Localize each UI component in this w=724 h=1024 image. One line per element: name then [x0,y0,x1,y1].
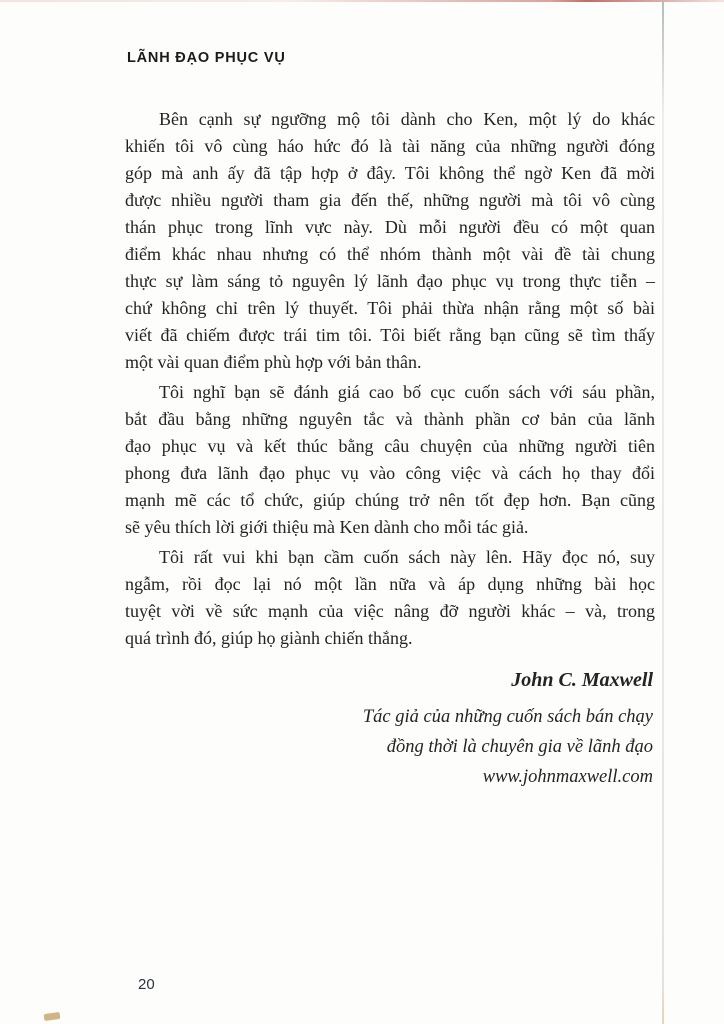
body-text [125,106,655,655]
text-line: thực sự làm sáng tỏ nguyên lý lãnh đạo phục vụ trong thực tiễn – [125,271,655,291]
author-website: www.johnmaxwell.com [482,767,653,787]
text-line: quá trình đó, giúp họ giành chiến thắng. [125,628,413,648]
text-line: bắt đầu bằng những nguyên tắc và thành phần cơ bản của lãnh [125,409,655,429]
text-line: sẽ yêu thích lời giới thiệu mà Ken dành cho mỗi tác giả. [125,517,529,537]
scan-artifact-top-edge [0,0,724,2]
text-line: được nhiều người tham gia đến thế, những người mà tôi vô cùng [125,190,655,210]
text-line: Tôi rất vui khi bạn cầm cuốn sách này lên. Hãy đọc nó, suy [159,547,655,567]
text-line: Tôi nghĩ bạn sẽ đánh giá cao bố cục cuốn sách với sáu phần, [159,382,655,402]
text-line: mạnh mẽ các tổ chức, giúp chúng trở nên tốt đẹp hơn. Bạn cũng [125,490,655,510]
scan-speck [44,1012,61,1021]
text-line: một vài quan điểm phù hợp với bản thân. [125,352,422,372]
page-edge-line [662,2,664,1024]
text-line: Bên cạnh sự ngưỡng mộ tôi dành cho Ken, một lý do khác [159,109,655,129]
paragraph [125,379,655,541]
text-line: tuyệt vời về sức mạnh của việc nâng đỡ người khác – và, trong [125,601,655,621]
paragraph [125,106,655,376]
paragraph [125,544,655,652]
text-line: khiến tôi vô cùng háo hức đó là tài năng của những người đóng [125,136,655,156]
text-line: thán phục trong lĩnh vực này. Dù mỗi người đều có một quan [125,217,655,237]
author-byline: Tác giả của những cuốn sách bán chạy [362,707,653,727]
text-line: góp mà anh ấy đã tập hợp ở đây. Tôi không thể ngờ Ken đã mời [125,163,655,183]
text-line: phong đưa lãnh đạo phục vụ vào công việc và cách họ thay đổi [125,463,655,483]
author-name: John C. Maxwell [511,669,653,691]
page-number: 20 [138,976,155,993]
text-line: điểm khác nhau nhưng có thể nhóm thành một vài đề tài chung [125,244,655,264]
signature-block [363,666,653,792]
text-line: viết đã chiếm được trái tim tôi. Tôi biết rằng bạn cũng sẽ tìm thấy [125,325,655,345]
text-line: ngẫm, rồi đọc lại nó một lần nữa và áp dụng những bài học [125,574,655,594]
text-line: chứ không chỉ trên lý thuyết. Tôi phải thừa nhận rằng một số bài [125,298,655,318]
text-line: đạo phục vụ và kết thúc bằng câu chuyện của những người tiên [125,436,655,456]
running-header: LÃNH ĐẠO PHỤC VỤ [127,50,286,66]
author-byline: đồng thời là chuyên gia về lãnh đạo [386,737,653,757]
